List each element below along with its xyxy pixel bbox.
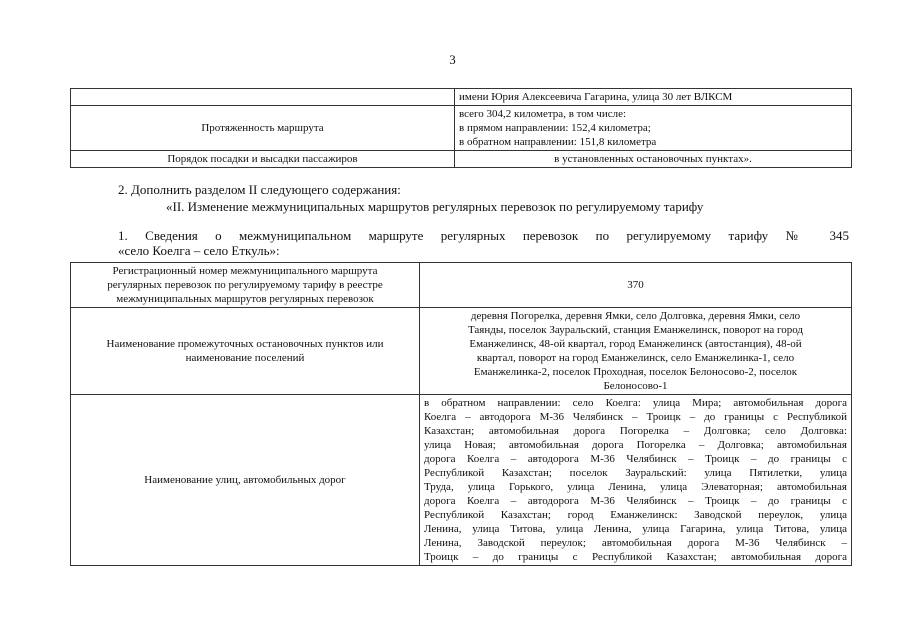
section-heading: «II. Изменение межмуниципальных маршрутов регулярных перевозок по регулируемому тарифу bbox=[166, 199, 704, 214]
stops-line: деревня Погорелка, деревня Ямки, село Долговка, деревня Ямки, село bbox=[470, 310, 801, 322]
stops-label-line: наименование поселений bbox=[185, 352, 305, 364]
paragraph-route-info-line2: «село Коелга – село Еткуль»: bbox=[118, 243, 280, 258]
table-row bbox=[71, 151, 852, 168]
stops-line: Еманжелинск, 48-ой квартал, город Еманжелинск (автостанция), 48-ой bbox=[469, 338, 802, 350]
registration-number-label-line: регулярных перевозок по регулируемому тарифу в реестре bbox=[107, 279, 383, 291]
streets-line: дорога Коелга – автодорога М-36 Челябинск – Троицк – до границы с bbox=[424, 453, 847, 465]
route-length-line: в обратном направлении: 151,8 километра bbox=[459, 136, 657, 148]
streets-line: Коелга – автодорога М-36 Челябинск – Троицк – до границы с Республикой bbox=[424, 411, 847, 423]
streets-line: Труда, улица Горького, улица Ленина, улица Элеваторная; автомобильная bbox=[424, 481, 847, 493]
registration-number-label bbox=[71, 263, 420, 308]
streets-line: Республикой Казахстан; город Еманжелинск: Заводской переулок, улица bbox=[424, 509, 847, 521]
streets-line: в обратном направлении: село Коелга: улица Мира; автомобильная дорога bbox=[424, 397, 847, 409]
table-row bbox=[71, 308, 852, 395]
registration-number-label-line: Регистрационный номер межмуниципального маршрута bbox=[112, 265, 378, 277]
route-details-table-continued bbox=[70, 88, 852, 168]
registration-number-value: 370 bbox=[420, 263, 852, 308]
route-length-line: всего 304,2 километра, в том числе: bbox=[459, 108, 627, 120]
table-cell-empty bbox=[71, 89, 455, 106]
table-row bbox=[71, 395, 852, 566]
route-345-table bbox=[70, 262, 852, 566]
table-row bbox=[71, 89, 852, 106]
stops-value bbox=[420, 308, 852, 395]
route-length-label: Протяженность маршрута bbox=[71, 106, 455, 151]
streets-line: Казахстан; автомобильная дорога Погорелка – Долговка; село Долговка: bbox=[424, 425, 847, 437]
page-number: 3 bbox=[449, 52, 456, 67]
streets-continuation-cell: имени Юрия Алексеевича Гагарина, улица 30 лет ВЛКСМ bbox=[455, 89, 852, 106]
table-row bbox=[71, 263, 852, 308]
paragraph-route-info-line1: 1. Сведения о межмуниципальном маршруте регулярных перевозок по регулируемому тарифу № 345 bbox=[118, 228, 849, 243]
streets-label: Наименование улиц, автомобильных дорог bbox=[71, 395, 420, 566]
stops-label-line: Наименование промежуточных остановочных пунктов или bbox=[106, 338, 384, 350]
stops-line: Еманжелинка-2, поселок Проходная, поселок Белоносово-2, поселок bbox=[473, 366, 798, 378]
streets-value bbox=[420, 395, 852, 566]
stops-line: Белоносово-1 bbox=[603, 380, 668, 392]
route-length-line: в прямом направлении: 152,4 километра; bbox=[459, 122, 651, 134]
registration-number-label-line: межмуниципальных маршрутов регулярных перевозок bbox=[116, 293, 374, 305]
stops-line: Таянды, поселок Зауральский, станция Еманжелинск, поворот на город bbox=[467, 324, 804, 336]
streets-line: Республикой Казахстан; поселок Зауральский: улица Пятилетки, улица bbox=[424, 467, 847, 479]
boarding-order-label: Порядок посадки и высадки пассажиров bbox=[71, 151, 455, 168]
table-row bbox=[71, 106, 852, 151]
stops-label bbox=[71, 308, 420, 395]
paragraph-supplement: 2. Дополнить разделом II следующего содержания: bbox=[118, 182, 401, 197]
stops-line: квартал, поворот на город Еманжелинск, село Еманжелинка-1, село bbox=[476, 352, 795, 364]
streets-line: улица Новая; автомобильная дорога Погорелка – Долговка; автомобильная bbox=[424, 439, 847, 451]
paragraph-route-info bbox=[118, 228, 849, 258]
streets-line: Ленина, улица Титова, улица Ленина, улица Гагарина, улица Титова, улица bbox=[424, 523, 847, 535]
boarding-order-value: в установленных остановочных пунктах». bbox=[455, 151, 852, 168]
route-length-value bbox=[455, 106, 852, 151]
streets-line: дорога Коелга – автодорога М-36 Челябинск – Троицк – до границы с bbox=[424, 495, 847, 507]
streets-line: Троицк – до границы с Республикой Казахстан; автомобильная дорога bbox=[424, 551, 847, 563]
streets-line: Ленина, Заводской переулок; автомобильная дорога М-36 Челябинск – bbox=[424, 537, 847, 549]
